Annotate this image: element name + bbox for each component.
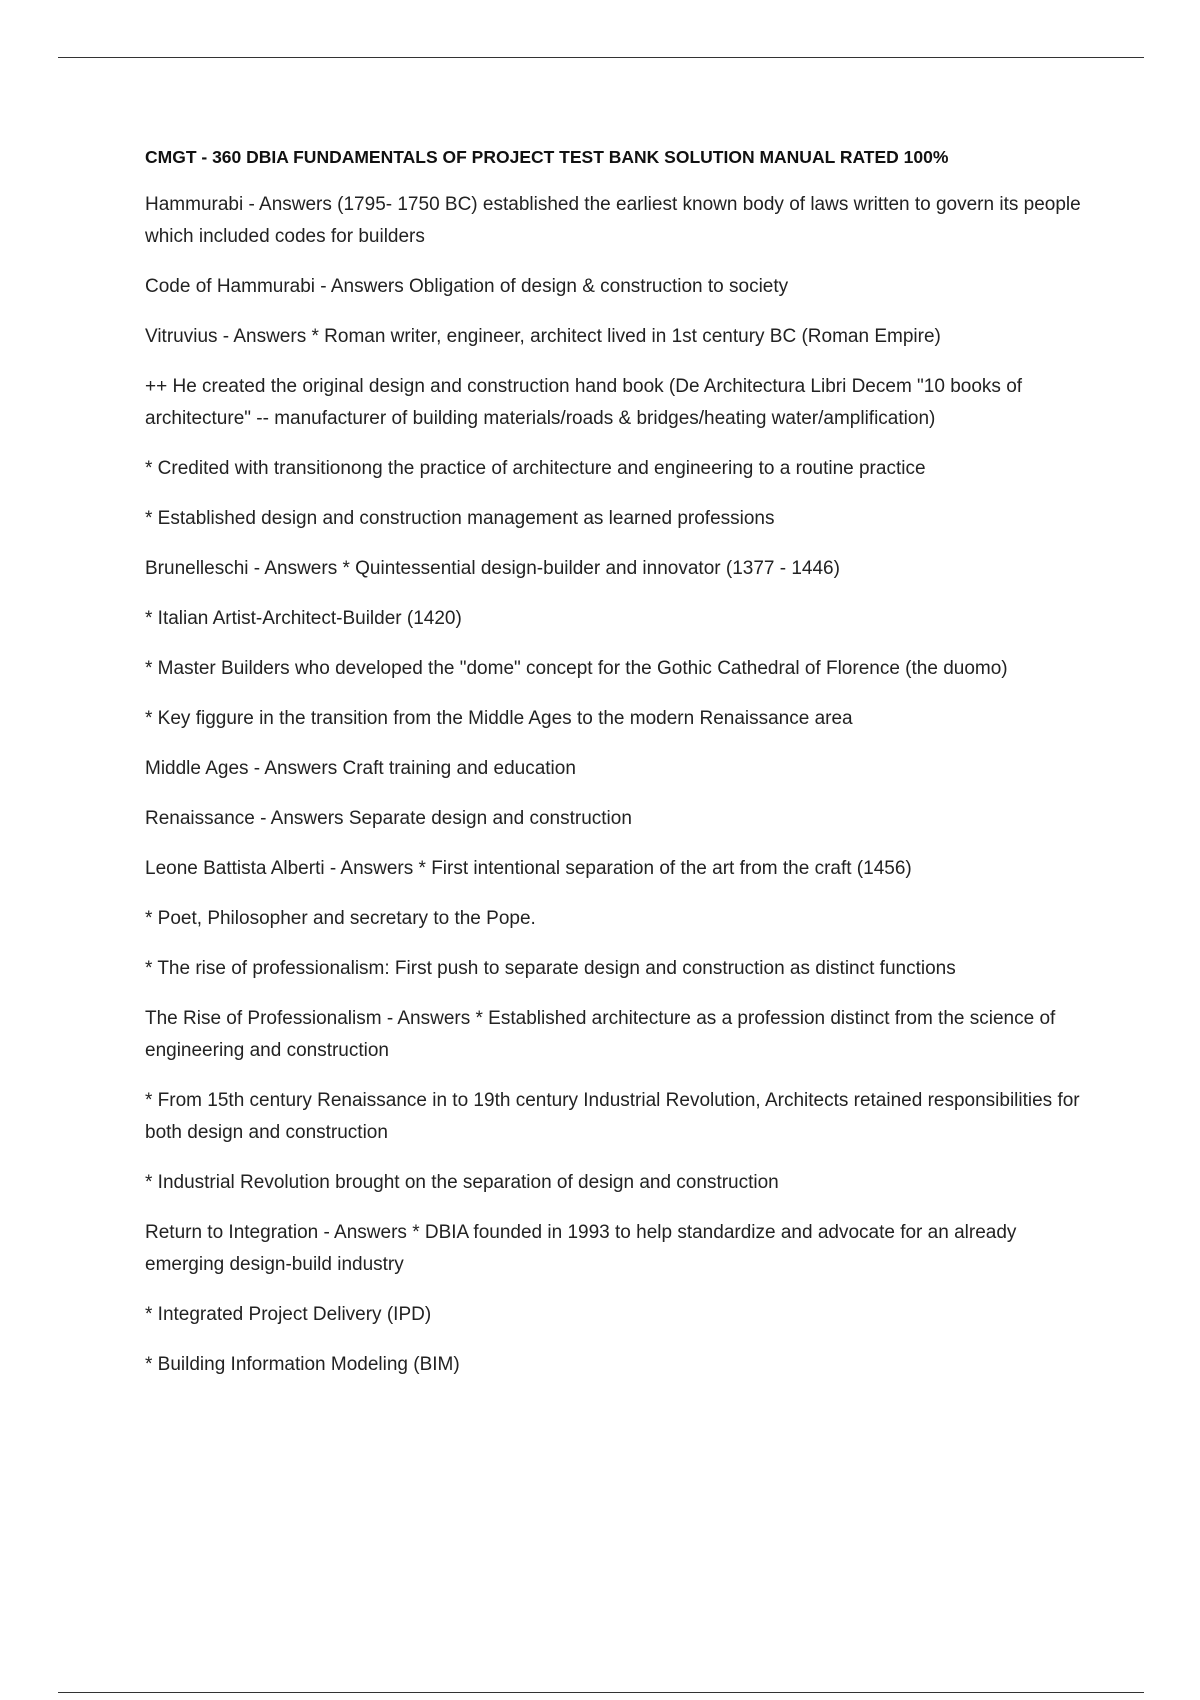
paragraph: * Key figgure in the transition from the Middle Ages to the modern Renaissance area: [145, 708, 853, 729]
paragraph: Code of Hammurabi - Answers Obligation of design & construction to society: [145, 276, 789, 297]
paragraph: Leone Battista Alberti - Answers * First intentional separation of the art from the craft (1456): [145, 858, 912, 879]
paragraph: * Master Builders who developed the "dome" concept for the Gothic Cathedral of Florence (the duomo): [145, 658, 1008, 679]
paragraph: * Credited with transitionong the practice of architecture and engineering to a routine practice: [145, 458, 926, 479]
paragraph: Vitruvius - Answers * Roman writer, engineer, architect lived in 1st century BC (Roman Empire): [145, 326, 941, 347]
top-divider: [58, 57, 1144, 58]
paragraph: The Rise of Professionalism - Answers * Established architecture as a profession distinct from the science of engineering and construction: [145, 1008, 1056, 1061]
paragraph: * Building Information Modeling (BIM): [145, 1354, 460, 1375]
paragraph: * Italian Artist-Architect-Builder (1420): [145, 608, 462, 629]
paragraph: Hammurabi - Answers (1795- 1750 BC) established the earliest known body of laws written to govern its people which included codes for builders: [145, 194, 1081, 247]
bottom-divider: [58, 1692, 1144, 1693]
paragraph: Return to Integration - Answers * DBIA founded in 1993 to help standardize and advocate for an already emerging design-build industry: [145, 1222, 1017, 1275]
paragraph: * The rise of professionalism: First push to separate design and construction as distinct functions: [145, 958, 956, 979]
paragraph: * Poet, Philosopher and secretary to the Pope.: [145, 908, 536, 929]
paragraph: Middle Ages - Answers Craft training and education: [145, 758, 576, 779]
paragraph: Renaissance - Answers Separate design and construction: [145, 808, 632, 829]
paragraph: * Industrial Revolution brought on the separation of design and construction: [145, 1172, 779, 1193]
paragraph: * Integrated Project Delivery (IPD): [145, 1304, 432, 1325]
paragraph: * From 15th century Renaissance in to 19th century Industrial Revolution, Architects retained responsibilities for both design and construction: [145, 1090, 1080, 1143]
paragraph: ++ He created the original design and construction hand book (De Architectura Libri Decem "10 books of architecture" -- manufacturer of building materials/roads & bridges/heating water/amplification): [145, 376, 1023, 429]
paragraph: * Established design and construction management as learned professions: [145, 508, 775, 529]
document-body: [145, 145, 1095, 1399]
paragraph: Brunelleschi - Answers * Quintessential design-builder and innovator (1377 - 1446): [145, 558, 840, 579]
document-title: CMGT - 360 DBIA FUNDAMENTALS OF PROJECT TEST BANK SOLUTION MANUAL RATED 100%: [145, 147, 949, 167]
